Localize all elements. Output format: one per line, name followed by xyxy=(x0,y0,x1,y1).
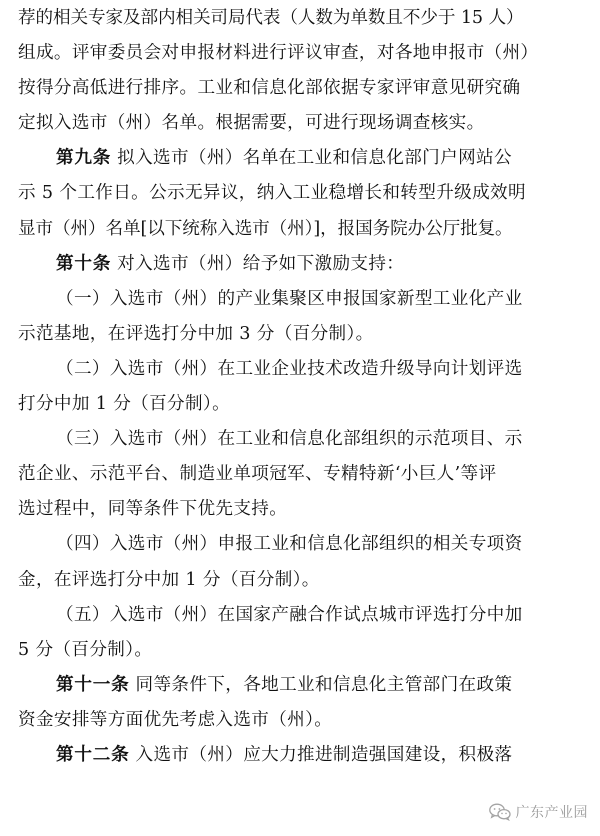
text-line: 资金安排等方面优先考虑入选市（州）。 xyxy=(18,709,333,730)
list-item-line: （三）入选市（州）在工业和信息化部组织的示范项目、示 xyxy=(56,429,523,450)
text-line: 显市（州）名单[以下统称入选市（州）]，报国务院办公厅批复。 xyxy=(18,218,513,239)
text-span: 对入选市（州）给予如下激励支持： xyxy=(117,253,405,274)
article-9-first-line xyxy=(18,141,582,176)
list-item-line: （五）入选市（州）在国家产融合作试点城市评选打分中加 xyxy=(56,604,523,625)
article-heading: 第九条 xyxy=(56,148,112,169)
text-span: 拟入选市（州）名单在工业和信息化部门户网站公 xyxy=(117,148,512,169)
article-heading: 第十条 xyxy=(56,253,112,274)
article-heading: 第十一条 xyxy=(56,674,130,695)
watermark-text: 广东产业园 xyxy=(515,805,588,821)
text-line: 示 5 个工作日。公示无异议，纳入工业稳增长和转型升级成效明 xyxy=(18,183,526,204)
text-span: 同等条件下，各地工业和信息化主管部门在政策 xyxy=(135,674,513,695)
wechat-icon xyxy=(489,803,511,821)
text-span: 入选市（州）应大力推进制造强国建设，积极落 xyxy=(135,744,513,765)
text-line: 定拟入选市（州）名单。根据需要，可进行现场调查核实。 xyxy=(18,113,485,134)
text-line: 打分中加 1 分（百分制）。 xyxy=(18,394,231,415)
list-item-line: （二）入选市（州）在工业企业技术改造升级导向计划评选 xyxy=(56,358,523,379)
text-line: 选过程中，同等条件下优先支持。 xyxy=(18,499,288,520)
text-line: 示范基地，在评选打分中加 3 分（百分制）。 xyxy=(18,323,374,344)
text-line: 按得分高低进行排序。工业和信息化部依据专家评审意见研究确 xyxy=(18,78,521,99)
text-line: 5 分（百分制）。 xyxy=(18,639,153,660)
text-line: 组成。评审委员会对申报材料进行评议审查，对各地申报市（州） xyxy=(18,43,539,64)
article-11-first-line xyxy=(18,668,582,703)
article-12-first-line xyxy=(18,738,582,773)
list-item-line: （四）入选市（州）申报工业和信息化部组织的相关专项资 xyxy=(56,534,523,555)
text-line: 范企业、示范平台、制造业单项冠军、专精特新‘小巨人’等评 xyxy=(18,464,497,485)
text-line: 荐的相关专家及部内相关司局代表（人数为单数且不少于 15 人） xyxy=(18,8,524,28)
article-10-first-line xyxy=(18,247,582,282)
text-line: 金，在评选打分中加 1 分（百分制）。 xyxy=(18,569,320,590)
list-item-line: （一）入选市（州）的产业集聚区申报国家新型工业化产业 xyxy=(56,288,523,309)
watermark xyxy=(489,802,589,822)
article-heading: 第十二条 xyxy=(56,744,130,765)
